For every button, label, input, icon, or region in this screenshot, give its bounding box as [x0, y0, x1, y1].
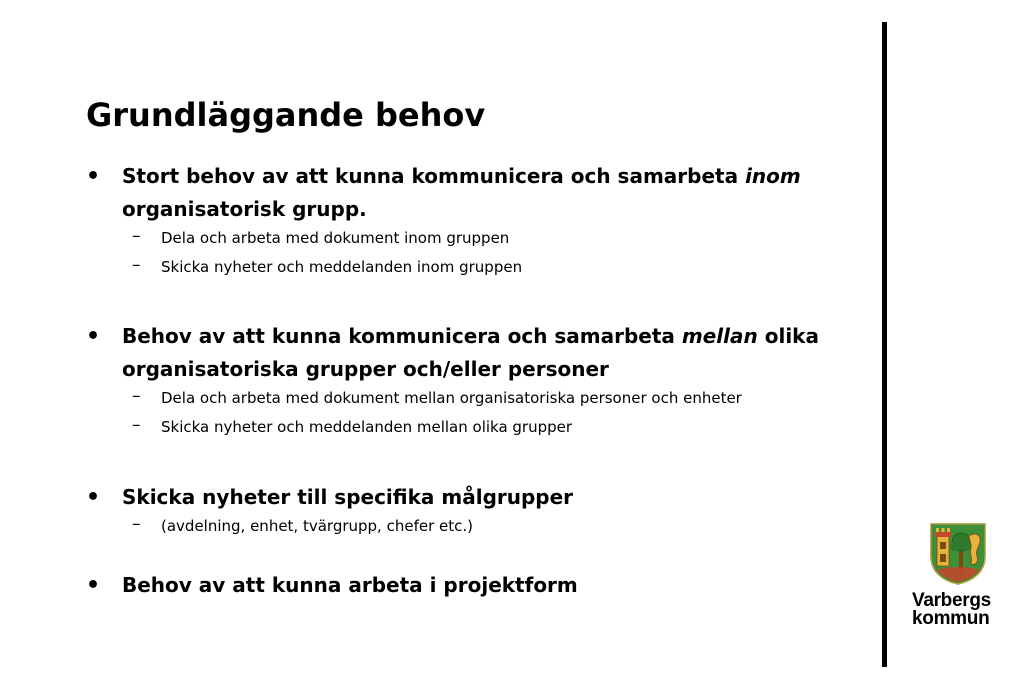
- sub-list: [122, 386, 856, 440]
- bullet-dot-icon: •: [86, 485, 101, 510]
- dash-icon: –: [132, 514, 141, 534]
- sub-item: – Skicka nyheter och meddelanden mellan olika grupper: [132, 415, 573, 436]
- slide-content: [86, 160, 856, 628]
- bullet-group: [86, 160, 856, 280]
- bullet-group: [86, 481, 856, 539]
- bullet-item: • Skicka nyheter till specifika målgrupper: [86, 481, 856, 514]
- bullet-item: • Behov av att kunna arbeta i projektform: [86, 569, 856, 602]
- bullet-group: [86, 320, 856, 440]
- bullet-emphasis: inom: [745, 164, 801, 188]
- logo-wordmark: [912, 592, 1004, 628]
- coat-of-arms-icon: [929, 522, 987, 586]
- sub-item: – Dela och arbeta med dokument mellan organisatoriska personer och enheter: [132, 386, 742, 407]
- dash-icon: –: [132, 226, 141, 246]
- bullet-dot-icon: •: [86, 573, 101, 598]
- bullet-group: [86, 569, 856, 602]
- bullet-item: • Behov av att kunna kommunicera och samarbeta mellan olika organisatoriska grupper och/eller personer: [86, 320, 856, 386]
- sub-list: [122, 226, 856, 280]
- logo-line-2: kommun: [912, 608, 990, 629]
- bullet-dot-icon: •: [86, 164, 101, 189]
- slide-title: Grundläggande behov: [86, 96, 486, 134]
- sub-item: – (avdelning, enhet, tvärgrupp, chefer etc.): [132, 514, 473, 535]
- bullet-item: • Stort behov av att kunna kommunicera och samarbeta inom organisatorisk grupp.: [86, 160, 856, 226]
- dash-icon: –: [132, 415, 141, 435]
- logo-line-1: Varbergs: [912, 590, 991, 611]
- dash-icon: –: [132, 255, 141, 275]
- sub-list: [122, 514, 856, 539]
- bullet-dot-icon: •: [86, 324, 101, 349]
- bullet-emphasis: mellan: [681, 324, 758, 348]
- dash-icon: –: [132, 386, 141, 406]
- sub-item: – Skicka nyheter och meddelanden inom gruppen: [132, 255, 523, 276]
- vertical-divider: [882, 22, 887, 667]
- sub-item: – Dela och arbeta med dokument inom gruppen: [132, 226, 510, 247]
